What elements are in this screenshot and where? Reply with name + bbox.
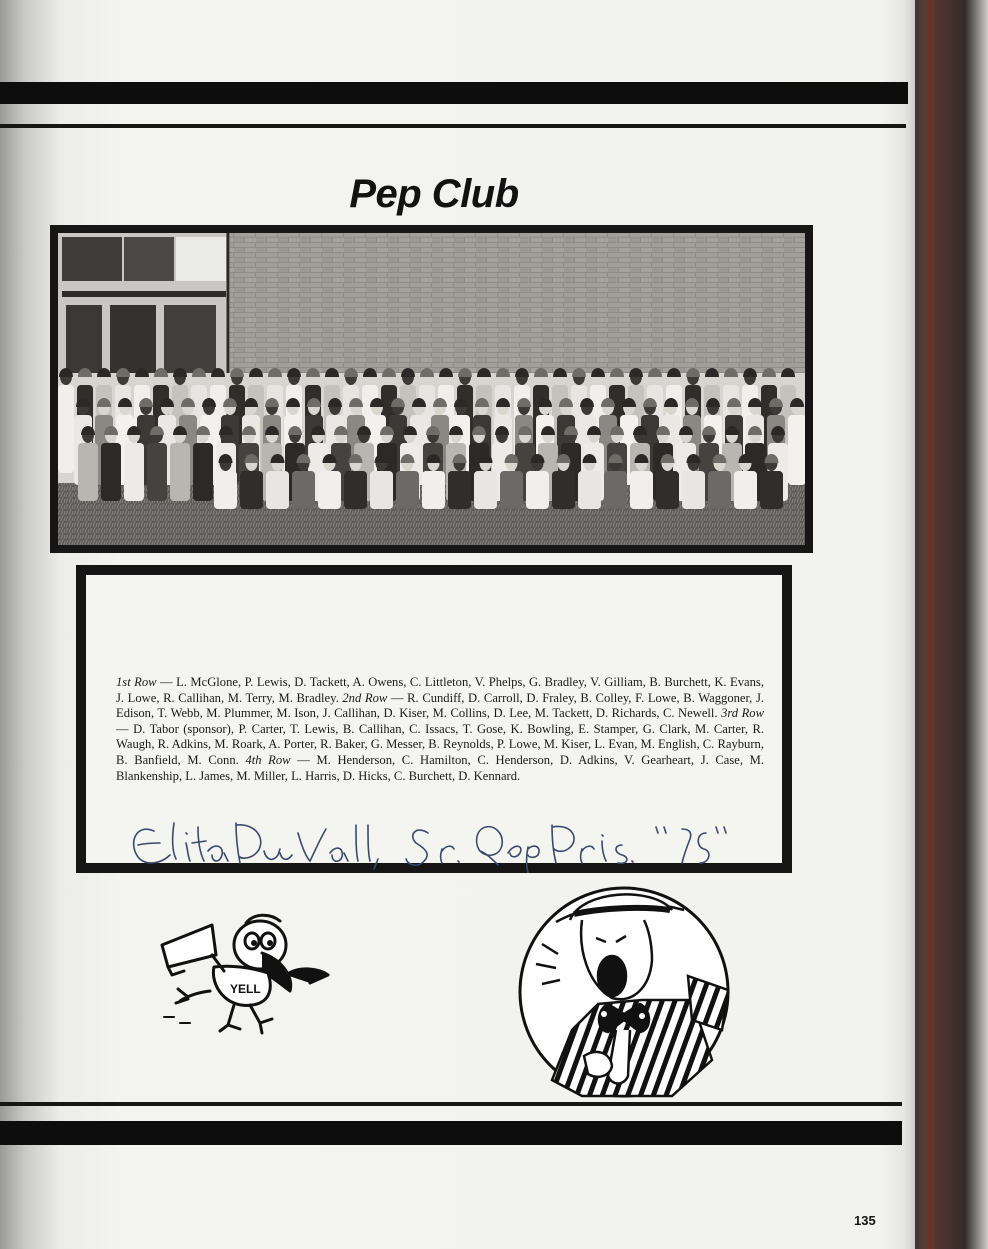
student-figure [78,443,98,501]
student-figure [448,471,471,509]
page-title: Pep Club [349,172,519,216]
student-figure [292,471,315,509]
bottom-thick-rule [0,1121,902,1145]
student-figure [708,471,731,509]
student-figure [370,471,393,509]
student-figure [193,443,213,501]
student-figure [734,471,757,509]
student-figure [788,415,805,485]
row4-names: M. Henderson, C. Hamilton, C. Henderson, D. Adkins, V. Gearheart, J. Case, M. Blankenship, L. James, M. Miller, L. Harris, D. Hicks, C. Burchett, D. Kennard. [116,752,765,783]
student-figure [124,443,144,501]
student-figure [604,471,627,509]
student-figure [552,471,575,509]
student-figure [682,471,705,509]
student-figure [58,385,74,473]
top-thin-rule [0,124,906,128]
student-figure [630,471,653,509]
row3-names: D. Tabor (sponsor), P. Carter, T. Lewis, B. Callihan, C. Issacs, T. Gose, K. Bowling, E. Stamper, G. Clark, M. Carter, R. Waugh, R. Adkins, M. Roark, A. Porter, R. Baker, G. Messer, B. Reynolds, P. Lowe, M. Kiser, L. Evan, M. English, C. Rayburn, B. Banfield, M. Conn. [116,721,764,767]
bottom-thin-rule [0,1102,902,1106]
bird-sweater-text: YELL [230,982,261,996]
row2-names: R. Cundiff, D. Carroll, D. Fraley, B. Colley, F. Lowe, B. Waggoner, J. Edison, T. Webb, M. Plummer, M. Ison, J. Callihan, D. Kiser, M. Collins, D. Lee, M. Tackett, D. Richards, C. Newell. [116,690,765,721]
student-figure [578,471,601,509]
student-figure [500,471,523,509]
caption-box [76,565,792,873]
student-figure [318,471,341,509]
student-figure [344,471,367,509]
student-figure [147,443,167,501]
student-figure [170,443,190,501]
student-figure [214,471,237,509]
student-figure [240,471,263,509]
student-figure [656,471,679,509]
student-figure [266,471,289,509]
student-figure [526,471,549,509]
bird-mascot-illustration [150,905,340,1035]
cheering-man-illustration [512,880,742,1100]
handwritten-signature [116,803,786,873]
student-figure [101,443,121,501]
row1-names: L. McGlone, P. Lewis, D. Tackett, A. Owens, C. Littleton, V. Phelps, G. Bradley, V. Gilliam, B. Burchett, K. Evans, J. Lowe, R. Callihan, M. Terry, M. Bradley. [116,675,764,705]
group-photo [50,225,813,553]
student-figure [396,471,419,509]
row1-label: 1st Row [116,675,157,689]
row4-label: 4th Row [245,752,291,767]
cover-binding-stripe [928,0,934,1249]
top-thick-rule [0,82,908,104]
book-cover-edge [915,0,988,1249]
row3-label: 3rd Row [721,706,764,721]
student-figure [760,471,783,509]
caption-text: 1st Row — L. McGlone, P. Lewis, D. Tackett, A. Owens, C. Littleton, V. Phelps, G. Bradley, V. Gilliam, B. Burchett, K. Evans, J. Lowe, R. Callihan, M. Terry, M. Bradley. 2nd Row — R. Cundiff, D. Carroll, D. Fraley, B. Colley, F. Lowe, B. Waggoner, J. Edison, T. Webb, M. Plummer, M. Ison, J. Callihan, D. Kiser, M. Collins, D. Lee, M. Tackett, D. Richards, C. Newell. 3rd Row — D. Tabor (sponsor), P. Carter, T. Lewis, B. Callihan, C. Issacs, T. Gose, K. Bowling, E. Stamper, G. Clark, M. Carter, R. Waugh, R. Adkins, M. Roark, A. Porter, R. Baker, G. Messer, B. Reynolds, P. Lowe, M. Kiser, L. Evan, M. English, C. Rayburn, B. Banfield, M. Conn. 4th Row — M. Henderson, C. Hamilton, C. Henderson, D. Adkins, V. Gearheart, J. Case, M. Blankenship, L. James, M. Miller, L. Harris, D. Hicks, C. Burchett, D. Kennard. [116,675,765,783]
group-photo-image [58,233,805,545]
student-figure [474,471,497,509]
page-number: 135 [854,1213,876,1228]
student-figure [422,471,445,509]
row2-label: 2nd Row [342,690,388,705]
